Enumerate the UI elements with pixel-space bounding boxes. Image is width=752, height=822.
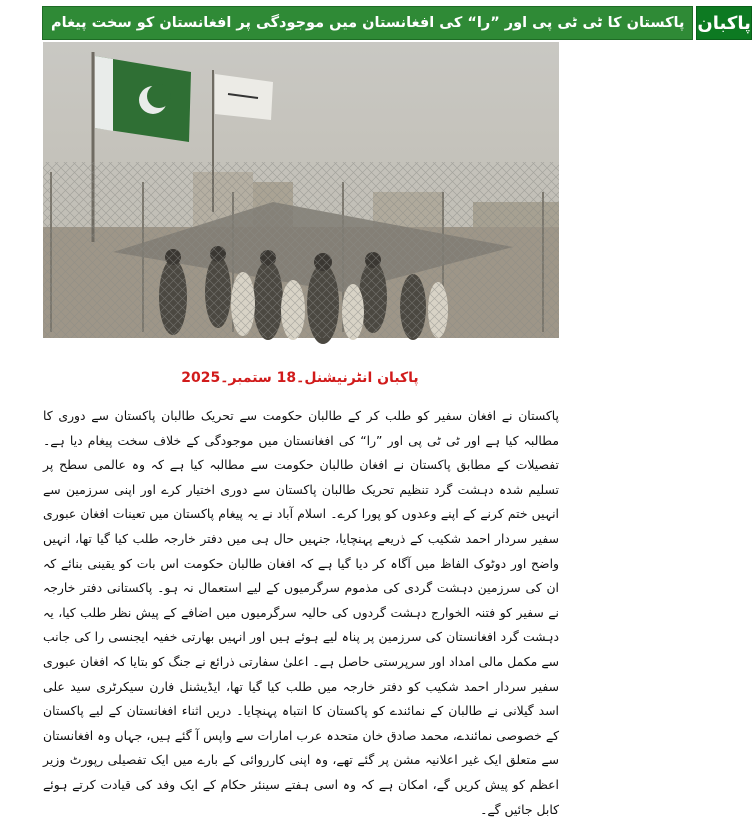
news-photo xyxy=(43,42,559,338)
headline-banner xyxy=(42,6,751,40)
brand-logo: پاکبان xyxy=(696,6,751,40)
article-body: پاکستان نے افغان سفیر کو طلب کر کے طالبان حکومت سے تحریک طالبان پاکستان سے دوری کا مطالبہ کیا ہے اور ٹی ٹی پی اور ”را“ کی افغانستان میں موجودگی کے خلاف سخت پیغام دیا ہے۔ تفصیلات کے مطابق پاکستان نے افغان طالبان حکومت سے مطالبہ کیا ہے کہ وہ عالمی سطح پر تسلیم شدہ دہشت گرد تنظیم تحریک طالبان پاکستان سے دوری اختیار کرے اور اپنی سرزمین سے انہیں ختم کرنے کے اپنے وعدوں کو پورا کرے۔ اسلام آباد نے یہ پیغام پاکستان میں تعینات افغان عبوری سفیر سردار احمد شکیب کے ذریعے پہنچایا، جنہیں حال ہی میں دفتر خارجہ طلب کیا گیا تھا، انہیں واضح اور دوٹوک الفاظ میں آگاہ کر دیا گیا ہے کہ افغان طالبان حکومت اس بات کو یقینی بنائے کہ ان کی سرزمین دہشت گردی کی مذموم سرگرمیوں کے لیے استعمال نہ ہو۔ پاکستانی دفتر خارجہ نے سفیر کو فتنہ الخوارج دہشت گردوں کی حالیہ سرگرمیوں میں اضافے کے پیش نظر طلب کیا، یہ دہشت گرد افغانستان کی سرزمین پر پناہ لیے ہوئے ہیں اور انہیں بھارتی خفیہ ایجنسی را کی جانب سے مکمل مالی امداد اور سرپرستی حاصل ہے۔ اعلیٰ سفارتی ذرائع نے جنگ کو بتایا کہ افغان عبوری سفیر سردار احمد شکیب کو دفتر خارجہ میں طلب کیا گیا تھا، ایڈیشنل فارن سیکرٹری سید علی اسد گیلانی نے طالبان کے نمائندے کو پاکستان کا انتباہ پہنچایا۔ دریں اثناء افغانستان کے لیے پاکستان کے خصوصی نمائندے، محمد صادق خان متحدہ عرب امارات سے واپس آ گئے ہیں، جہاں وہ افغانستان سے متعلق ایک غیر اعلانیہ مشن پر گئے تھے، وہ اپنی کارروائی کے بارے میں ایک تفصیلی رپورٹ وزیر اعظم کو پیش کریں گے، امکان ہے کہ وہ اسی ہفتے سینئر حکام کے ایک وفد کی قیادت کرتے ہوئے کابل جائیں گے۔ xyxy=(43,408,559,817)
dateline: پاکبان انٹرنیشنل۔18 ستمبر۔2025 xyxy=(181,370,419,386)
headline: پاکستان کا ٹی ٹی پی اور ”را“ کی افغانستان میں موجودگی پر افغانستان کو سخت پیغام xyxy=(42,6,693,40)
